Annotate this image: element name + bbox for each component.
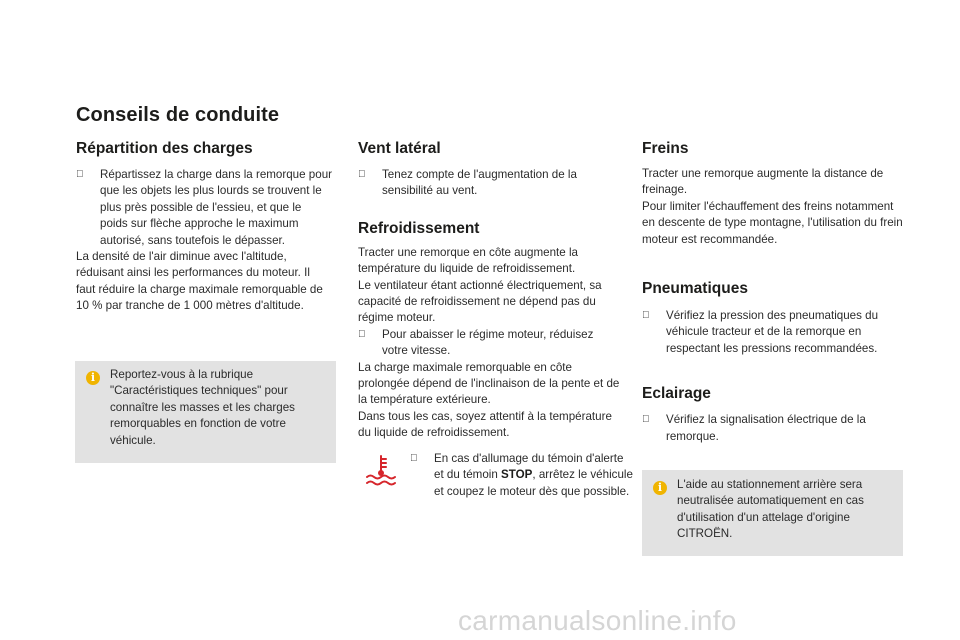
bullet-mark xyxy=(642,412,650,428)
para-cooling-2: Le ventilateur étant actionné électriquement, sa capacité de refroidissement ne dépend pas du régime moteur. xyxy=(358,278,602,325)
para-cooling-4: Dans tous les cas, soyez attentif à la température du liquide de refroidissement. xyxy=(358,409,612,440)
heading-load-distribution: Répartition des charges xyxy=(76,140,253,157)
bullet-lighting-text: Vérifiez la signalisation électrique de la remorque. xyxy=(666,413,866,443)
bullet-tyres-text: Vérifiez la pression des pneumatiques du véhicule tracteur et de la remorque en respectant les pressions recommandées. xyxy=(666,309,879,355)
bullet-engine-speed-text: Pour abaisser le régime moteur, réduisez votre vitesse. xyxy=(382,327,594,358)
bullet-tyres xyxy=(642,308,906,357)
para-cooling-3: La charge maximale remorquable en côte prolongée dépend de l'inclinaison de la pente et de la température extérieure. xyxy=(358,360,620,407)
bullet-mark xyxy=(76,167,84,183)
bullet-crosswind xyxy=(358,167,622,200)
warning-text-before: En cas d'allumage du témoin d'alerte et du témoin xyxy=(434,452,624,482)
info-technical-text: Reportez-vous à la rubrique "Caractéristiques techniques" pour connaître les masses et les charges remorquables en fonction de votre véhicule. xyxy=(110,368,295,447)
para-brakes-1: Tracter une remorque augmente la distance de freinage. xyxy=(642,167,884,197)
bullet-mark xyxy=(410,451,418,467)
coolant-temperature-warning-icon xyxy=(364,452,398,488)
para-altitude: La densité de l'air diminue avec l'altitude, réduisant ainsi les performances du moteur. Il faut réduire la charge maximale remorquable de 10 % par tranche de 1 000 mètres d'altitude. xyxy=(76,250,323,313)
bullet-load xyxy=(76,167,332,249)
info-box-technical xyxy=(75,361,336,463)
column-load-distribution xyxy=(76,140,332,315)
info-icon: i xyxy=(653,481,667,495)
bullet-warning-light xyxy=(410,451,634,500)
warning-text-after: , arrêtez le véhicule et coupez le moteur dès que possible. xyxy=(434,468,633,498)
bullet-engine-speed xyxy=(358,327,622,360)
bullet-mark xyxy=(642,308,650,324)
heading-tyres: Pneumatiques xyxy=(642,280,748,298)
bullet-load-text: Répartissez la charge dans la remorque pour que les objets les plus lourds se trouvent le plus près possible de l'essieu, et que le poids sur flèche approche le maximum autorisé, sans toutefois le dépasser. xyxy=(100,168,332,247)
heading-lighting: Eclairage xyxy=(642,385,711,403)
column-brakes-tyres-lighting xyxy=(642,140,906,445)
heading-cooling: Refroidissement xyxy=(358,219,480,237)
watermark: carmanualsonline.info xyxy=(458,605,737,636)
heading-brakes: Freins xyxy=(642,140,689,157)
page-title: Conseils de conduite xyxy=(76,104,280,126)
stop-label: STOP xyxy=(501,468,533,482)
bullet-lighting xyxy=(642,412,906,445)
bullet-mark xyxy=(358,327,366,343)
heading-crosswind: Vent latéral xyxy=(358,140,441,157)
para-brakes-2: Pour limiter l'échauffement des freins notamment en descente de type montagne, l'utilisation du frein moteur est recommandée. xyxy=(642,199,903,246)
bullet-crosswind-text: Tenez compte de l'augmentation de la sensibilité au vent. xyxy=(382,168,577,198)
info-box-parking-aid xyxy=(642,470,903,556)
info-icon: i xyxy=(86,371,100,385)
para-cooling-1: Tracter une remorque en côte augmente la température du liquide de refroidissement. xyxy=(358,245,578,276)
info-parking-aid-text: L'aide au stationnement arrière sera neutralisée automatiquement en cas d'utilisation d'un attelage d'origine CITROËN. xyxy=(677,478,864,541)
bullet-mark xyxy=(358,167,366,183)
column-wind-cooling xyxy=(358,140,622,442)
